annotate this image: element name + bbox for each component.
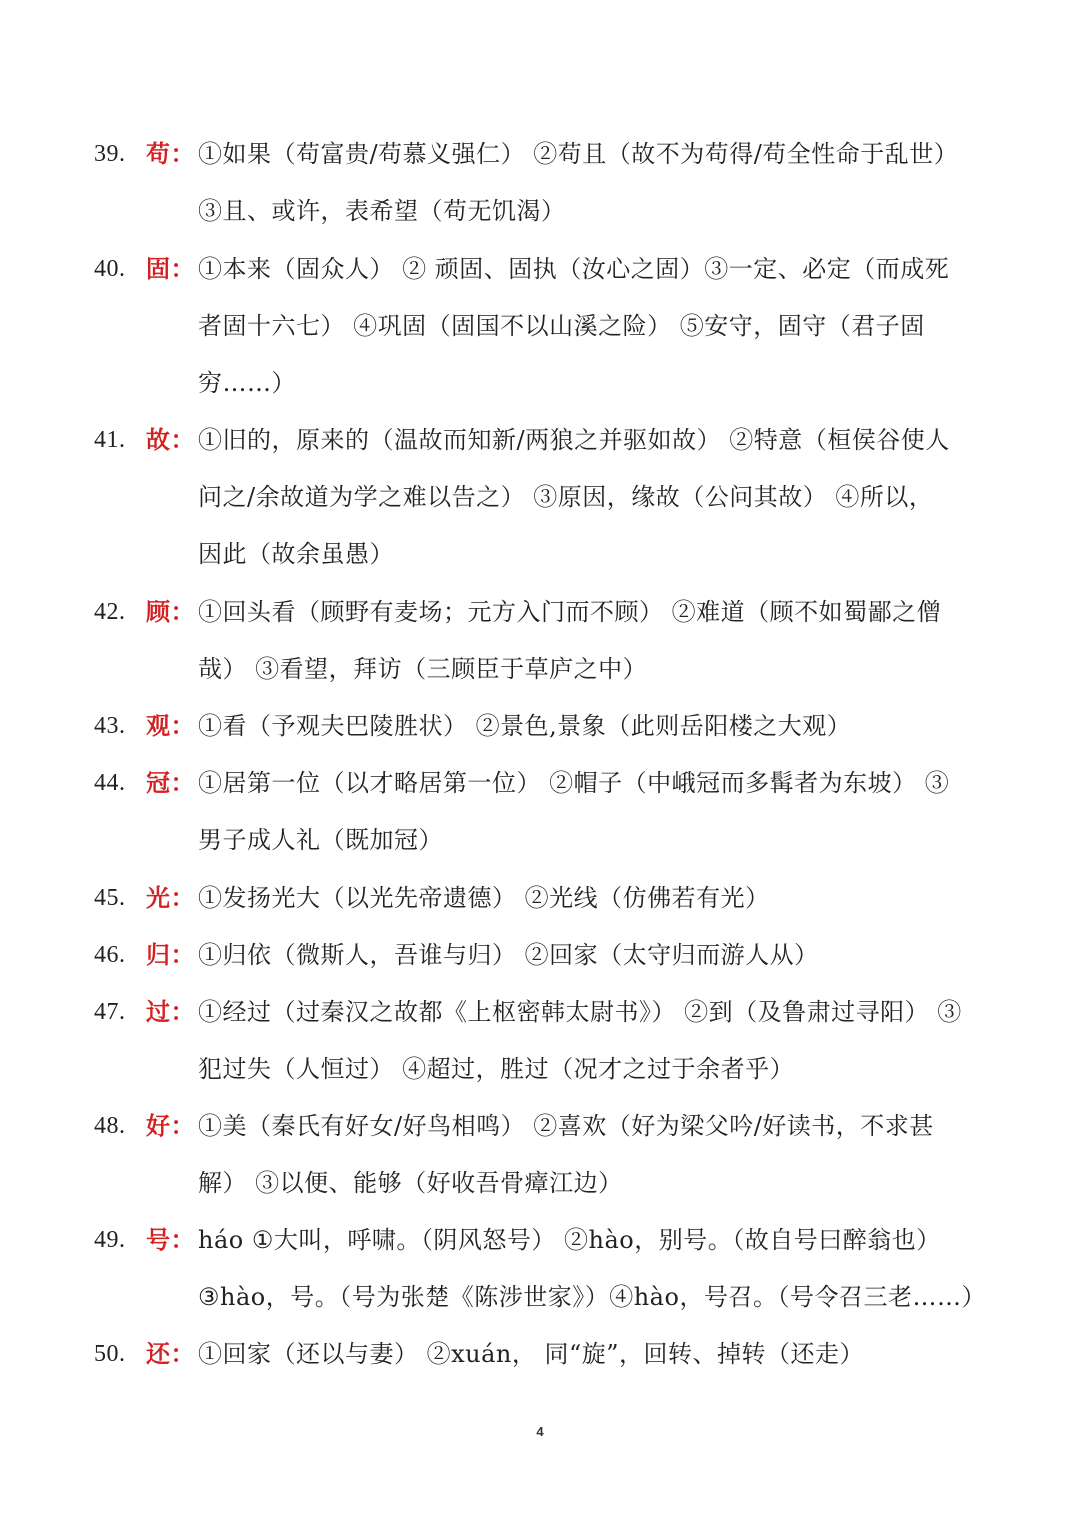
entry-line	[94, 592, 994, 632]
definition-text: 男子成人礼（既加冠）	[198, 826, 443, 854]
entry-number: 39.	[94, 141, 126, 167]
headword: 固：	[146, 254, 195, 283]
definition-text: 哉） ③看望，拜访（三顾臣于草庐之中）	[198, 655, 648, 683]
definition-text: 因此（故余虽愚）	[198, 540, 394, 568]
definition-text: ①经过（过秦汉之故都《上枢密韩太尉书》） ②到（及鲁肃过寻阳） ③	[198, 998, 962, 1026]
headword: 光：	[146, 883, 195, 912]
definition-text: ③hào，号。（号为张楚《陈涉世家》）④hào，号召。（号令召三老……）	[198, 1283, 986, 1311]
definition-text: ①归依（微斯人，吾谁与归） ②回家（太守归而游人从）	[198, 941, 819, 969]
entry-line	[94, 134, 994, 174]
entry-line	[94, 935, 994, 975]
definition-text: ③且、或许，表希望（苟无饥渴）	[198, 197, 566, 225]
entry-line	[94, 763, 994, 803]
entry-number: 45.	[94, 885, 126, 911]
entry-number: 50.	[94, 1341, 126, 1367]
entry-number: 42.	[94, 599, 126, 625]
entry-number: 41.	[94, 427, 126, 453]
definition-text: 问之/余故道为学之难以告之） ③原因，缘故（公问其故） ④所以，	[198, 483, 934, 511]
headword: 苟：	[146, 139, 195, 168]
entry-line	[94, 706, 994, 746]
headword: 还：	[146, 1339, 195, 1368]
headword: 好：	[146, 1111, 195, 1140]
headword: 过：	[146, 997, 195, 1026]
entry-line	[94, 1106, 994, 1146]
definition-text: ①居第一位（以才略居第一位） ②帽子（中峨冠而多髯者为东坡） ③	[198, 769, 950, 797]
entry-number: 43.	[94, 713, 126, 739]
page-number: 4	[536, 1424, 544, 1439]
headword: 顾：	[146, 597, 195, 626]
headword: 号：	[146, 1225, 195, 1254]
entry-number: 46.	[94, 942, 126, 968]
entry-number: 48.	[94, 1113, 126, 1139]
entry-number: 40.	[94, 256, 126, 282]
entry-number: 47.	[94, 999, 126, 1025]
definition-text: 犯过失（人恒过） ④超过，胜过（况才之过于余者乎）	[198, 1055, 795, 1083]
entry-line	[94, 1334, 994, 1374]
headword: 归：	[146, 940, 195, 969]
definition-text: ①美（秦氏有好女/好鸟相鸣） ②喜欢（好为梁父吟/好读书，不求甚	[198, 1112, 934, 1140]
definition-text: ①如果（苟富贵/苟慕义强仁） ②苟且（故不为苟得/苟全性命于乱世）	[198, 140, 959, 168]
definition-text: 穷……）	[198, 369, 296, 397]
definition-text: ①本来（固众人） ② 顽固、固执（汝心之固）③一定、必定（而成死	[198, 255, 950, 283]
headword: 观：	[146, 711, 195, 740]
definition-text: ①发扬光大（以光先帝遗德） ②光线（仿佛若有光）	[198, 884, 770, 912]
entry-number: 49.	[94, 1227, 126, 1253]
definition-text: ①旧的，原来的（温故而知新/两狼之并驱如故） ②特意（桓侯谷使人	[198, 426, 950, 454]
entry-line	[94, 878, 994, 918]
headword: 冠：	[146, 768, 195, 797]
entry-line	[94, 249, 994, 289]
definition-text: 解） ③以便、能够（好收吾骨瘴江边）	[198, 1169, 623, 1197]
definition-text: ①看（予观夫巴陵胜状） ②景色,景象（此则岳阳楼之大观）	[198, 712, 852, 740]
entry-number: 44.	[94, 770, 126, 796]
entry-line	[94, 992, 994, 1032]
entry-line	[94, 1220, 994, 1260]
definition-text: háo ①大叫，呼啸。（阴风怒号） ②hào，别号。（故自号曰醉翁也）	[198, 1226, 941, 1254]
definition-text: ①回家（还以与妻） ②xuán， 同“旋”，回转、掉转（还走）	[198, 1340, 865, 1368]
entry-line	[94, 420, 994, 460]
headword: 故：	[146, 425, 195, 454]
definition-text: ①回头看（顾野有麦场；元方入门而不顾） ②难道（顾不如蜀鄙之僧	[198, 598, 942, 626]
definition-text: 者固十六七） ④巩固（固国不以山溪之险） ⑤安守，固守（君子固	[198, 312, 925, 340]
